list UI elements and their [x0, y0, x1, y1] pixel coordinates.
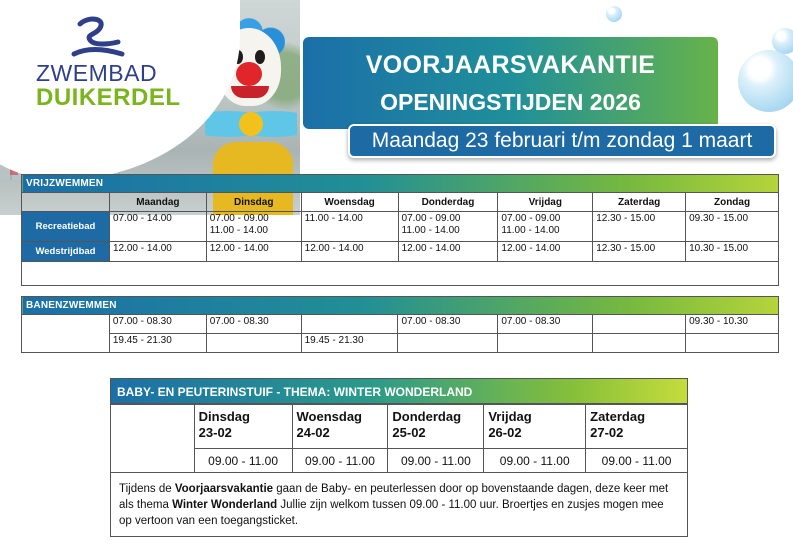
logo-text-zwembad: ZWEMBAD: [36, 60, 158, 86]
baby-time-cell: 09.00 - 11.00: [484, 449, 586, 473]
title-banner: [303, 37, 718, 129]
time-cell: 11.00 - 14.00: [301, 212, 398, 242]
baby-day-header: Donderdag 25-02: [388, 405, 484, 449]
time-cell: 12.30 - 15.00: [593, 242, 686, 262]
time-cell: 09.30 - 15.00: [686, 212, 779, 242]
day-header: Zondag: [686, 193, 779, 212]
vrijzwemmen-heading: VRIJZWEMMEN: [22, 175, 779, 193]
time-cell: 07.00 - 09.00 11.00 - 14.00: [206, 212, 301, 242]
baby-day-header: Woensdag 24-02: [292, 405, 388, 449]
date-range-banner: Maandag 23 februari t/m zondag 1 maart: [348, 124, 776, 158]
day-header: Woensdag: [301, 193, 398, 212]
time-cell: 09.30 - 10.30: [686, 315, 779, 334]
logo-text-duikerdel: DUIKERDEL: [36, 84, 181, 111]
baby-day-header: Vrijdag 26-02: [484, 405, 586, 449]
time-cell: [593, 334, 686, 353]
wedstrijdbad-row: [22, 242, 779, 262]
time-cell: 12.00 - 14.00: [206, 242, 301, 262]
time-cell: 12.00 - 14.00: [301, 242, 398, 262]
recreatiebad-row: [22, 212, 779, 242]
time-cell: 07.00 - 08.30: [398, 315, 498, 334]
baby-time-row: [111, 449, 688, 473]
time-cell: [686, 334, 779, 353]
baby-day-row: [111, 405, 688, 449]
time-cell: 07.00 - 08.30: [206, 315, 301, 334]
bubble-icon: [606, 6, 622, 22]
baby-day-header: Zaterdag 27-02: [586, 405, 688, 449]
banenzwemmen-table: [21, 296, 779, 353]
banen-row: [22, 334, 779, 353]
day-header: Dinsdag: [206, 193, 301, 212]
time-cell: 07.00 - 08.30: [109, 315, 206, 334]
title-line2: OPENINGSTIJDEN 2026: [380, 89, 641, 115]
day-header: Maandag: [109, 193, 206, 212]
bubble-icon: [738, 50, 793, 112]
banen-row: [22, 315, 779, 334]
time-cell: 12.00 - 14.00: [498, 242, 593, 262]
spacer-row: [22, 262, 779, 286]
wave-icon: [66, 14, 130, 62]
baby-info-note: Tijdens de Voorjaarsvakantie gaan de Baby- en peuterlessen door op bovenstaande dagen, deze keer met als thema Winter Wonderland Jullie zijn welkom tussen 09.00 - 11.00 uur. Broertjes en zusjes mogen mee op vertoon van een toegangsticket.: [110, 473, 688, 537]
banenzwemmen-heading: BANENZWEMMEN: [22, 297, 779, 315]
baby-time-cell: 09.00 - 11.00: [388, 449, 484, 473]
time-cell: 10.30 - 15.00: [686, 242, 779, 262]
baby-time-cell: 09.00 - 11.00: [586, 449, 688, 473]
row-label-recreatiebad: Recreatiebad: [22, 212, 110, 242]
empty-corner-cell: [22, 193, 110, 212]
time-cell: 07.00 - 09.00 11.00 - 14.00: [398, 212, 498, 242]
time-cell: [498, 334, 593, 353]
empty-label-cell: [111, 405, 195, 473]
time-cell: [398, 334, 498, 353]
title-line1: VOORJAARSVAKANTIE: [365, 51, 656, 79]
time-cell: 19.45 - 21.30: [109, 334, 206, 353]
empty-label-cell: [22, 315, 110, 353]
day-header: Donderdag: [398, 193, 498, 212]
time-cell: 07.00 - 09.00 11.00 - 14.00: [498, 212, 593, 242]
baby-time-cell: 09.00 - 11.00: [194, 449, 292, 473]
baby-peuter-table: [110, 378, 688, 537]
day-header: Vrijdag: [498, 193, 593, 212]
time-cell: [206, 334, 301, 353]
day-header: Zaterdag: [593, 193, 686, 212]
time-cell: 12.00 - 14.00: [109, 242, 206, 262]
vrijzwemmen-table: [21, 174, 779, 286]
baby-heading: BABY- EN PEUTERINSTUIF - THEMA: WINTER WONDERLAND: [110, 378, 688, 404]
time-cell: 12.30 - 15.00: [593, 212, 686, 242]
time-cell: 07.00 - 14.00: [109, 212, 206, 242]
baby-time-cell: 09.00 - 11.00: [292, 449, 388, 473]
time-cell: [593, 315, 686, 334]
baby-day-header: Dinsdag 23-02: [194, 405, 292, 449]
time-cell: [301, 315, 398, 334]
day-header-row: [22, 193, 779, 212]
time-cell: 07.00 - 08.30: [498, 315, 593, 334]
time-cell: 12.00 - 14.00: [398, 242, 498, 262]
row-label-wedstrijdbad: Wedstrijdbad: [22, 242, 110, 262]
time-cell: 19.45 - 21.30: [301, 334, 398, 353]
